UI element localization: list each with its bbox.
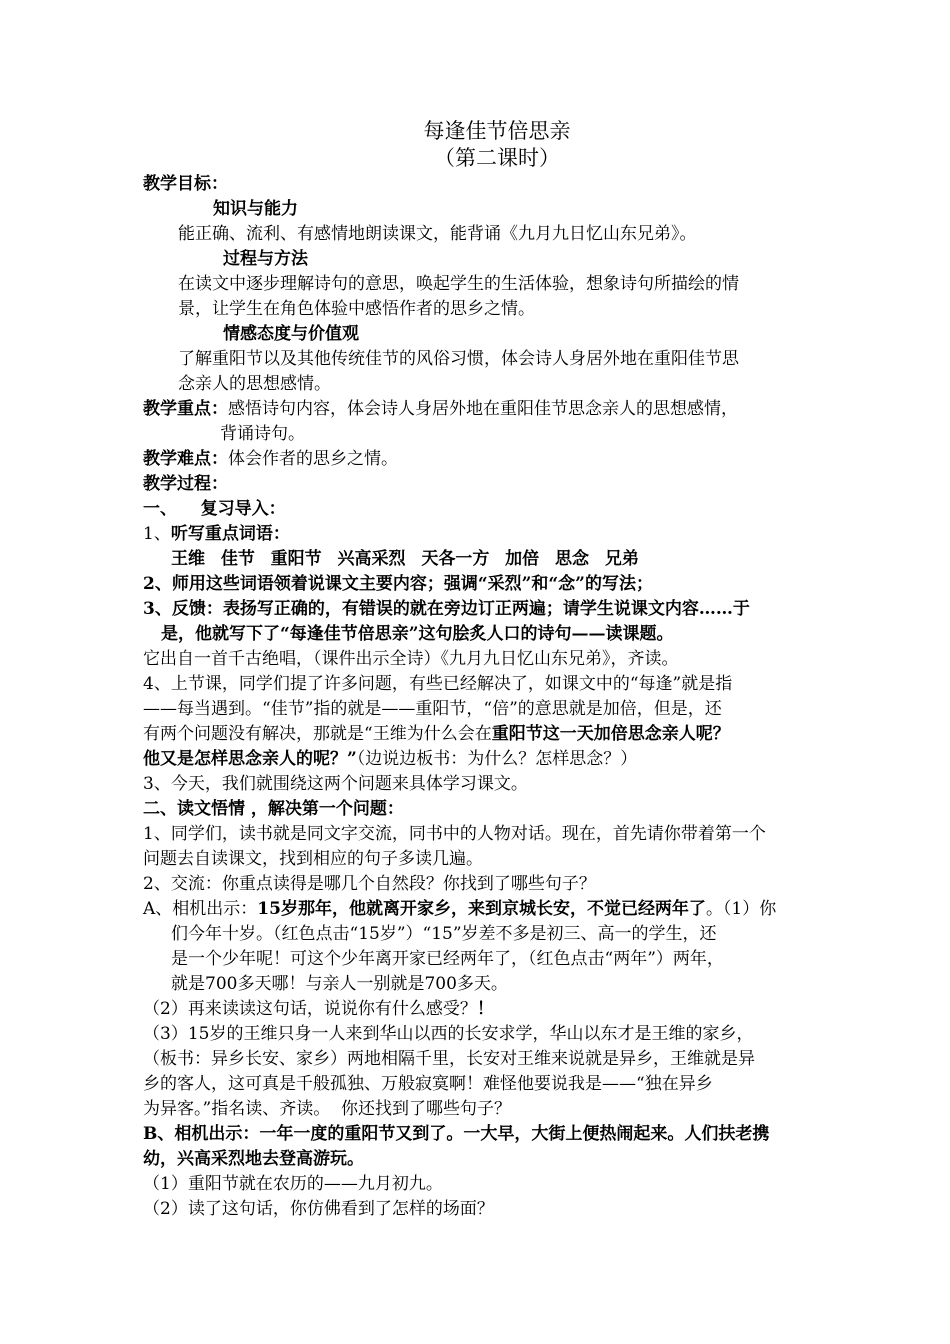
- part-a-cont: 就是700多天哪！与亲人一别就是700多天。: [171, 974, 508, 994]
- text-run-bold: 重阳节这一天加倍思念亲人呢？: [491, 724, 730, 744]
- step-text: 听写重点词语：: [170, 524, 290, 544]
- text-run: （2）再来读读这句话，说说你有什么感受？: [143, 999, 477, 1019]
- goal3-line: 念亲人的思想感情。: [178, 374, 331, 394]
- section1-heading: 一、 复习导入：: [143, 499, 286, 519]
- part-a: [143, 897, 811, 922]
- goal2-line: 在读文中逐步理解诗句的意思，唤起学生的生活体验，想象诗句所描绘的情: [178, 274, 739, 294]
- part-b-cont: 幼，兴高采烈地去登高游玩。: [143, 1149, 364, 1169]
- part-a-3-cont: （板书：异乡长安、家乡）两地相隔千里，长安对王维来说就是异乡，王维就是异: [143, 1049, 755, 1069]
- goal1-title: 知识与能力: [213, 199, 298, 219]
- step2-1: 1、同学们，读书就是同文字交流，同书中的人物对话。现在，首先请你带着第一个: [143, 824, 766, 844]
- key-points: [143, 397, 811, 422]
- difficult-points: [143, 447, 811, 472]
- part-a-3: （3）15岁的王维只身一人来到华山以西的长安求学，华山以东才是王维的家乡，: [143, 1024, 754, 1044]
- part-a-3-cont: 为异客。”指名读、齐读。 你还找到了哪些句子？: [143, 1099, 511, 1119]
- step1-2: 2、师用这些词语领着说课文主要内容；强调“采烈”和“念”的写法；: [143, 574, 653, 594]
- text-run-bold: 15岁那年，他就离开家乡，来到京城长安，不觉已经两年了: [257, 899, 706, 919]
- part-b-2: （2）读了这句话，你仿佛看到了怎样的场面？: [143, 1199, 494, 1219]
- step1-4-cont: [143, 722, 811, 747]
- part-a-2: [143, 997, 811, 1022]
- process-heading: 教学过程：: [143, 474, 228, 494]
- goals-heading: 教学目标：: [143, 174, 228, 194]
- goal3-title: 情感态度与价值观: [223, 324, 359, 344]
- step1-3-cont: 它出自一首千古绝唱，（课件出示全诗）《九月九日忆山东兄弟》，齐读。: [143, 649, 679, 669]
- goal2-line: 景，让学生在角色体验中感悟作者的思乡之情。: [178, 299, 535, 319]
- step1-4-cont: [143, 747, 811, 772]
- part-a-cont: 是一个少年呢！可这个少年离开家已经两年了，（红色点击“两年”）两年，: [171, 949, 724, 969]
- step1-3: 3、反馈：表扬写正确的，有错误的就在旁边订正两遍；请学生说课文内容……于: [143, 599, 750, 619]
- section2-heading: 二、读文悟情 ，解决第一个问题：: [143, 799, 404, 819]
- lesson-plan-page: [143, 118, 811, 1222]
- step2-1-cont: 问题去自读课文，找到相应的句子多读几遍。: [143, 849, 483, 869]
- step1-4-cont: ——每当遇到。“佳节”指的就是——重阳节，“倍”的意思就是加倍，但是，还: [143, 699, 722, 719]
- step2-2: 2、交流：你重点读得是哪几个自然段？你找到了哪些句子？: [143, 874, 596, 894]
- step-num: 1、: [143, 524, 171, 544]
- step1-1: [143, 522, 811, 547]
- step1-5: 3、今天，我们就围绕这两个问题来具体学习课文。: [143, 774, 528, 794]
- step1-4: 4、上节课，同学们提了许多问题，有些已经解决了，如课文中的“每逢”就是指: [143, 674, 733, 694]
- dictation-words: 王维 佳节 重阳节 兴高采烈 天各一方 加倍 思念 兄弟: [171, 549, 639, 569]
- step1-3-cont: 是，他就写下了“每逢佳节倍思亲”这句脍炙人口的诗句——读课题。: [161, 624, 674, 644]
- part-a-3-cont: 乡的客人，这可真是千般孤独、万般寂寞啊！难怪他要说我是——“独在异乡: [143, 1074, 713, 1094]
- part-b: B、相机出示：一年一度的重阳节又到了。一大早，大街上便热闹起来。人们扶老携: [143, 1124, 770, 1144]
- goal1-text: 能正确、流利、有感情地朗读课文，能背诵《九月九日忆山东兄弟》。: [178, 224, 697, 244]
- part-b-1: （1）重阳节就在农历的——九月初九。: [143, 1174, 443, 1194]
- key-text: 感悟诗句内容，体会诗人身居外地在重阳佳节思念亲人的思想感情，: [228, 399, 738, 419]
- text-run-bold: ！: [476, 999, 494, 1019]
- goal2-title: 过程与方法: [223, 249, 308, 269]
- text-run: A、相机出示：: [143, 899, 258, 919]
- document-subtitle: （第二课时）: [434, 146, 560, 170]
- text-run: （边说边板书：为什么？怎样思念？）: [356, 749, 638, 769]
- text-run-bold: 他又是怎样思念亲人的呢？”: [143, 749, 357, 769]
- document-title: 每逢佳节倍思亲: [423, 119, 571, 143]
- key-label: 教学重点：: [143, 399, 228, 419]
- part-a-cont: 们今年十岁。（红色点击“15岁”）“15”岁差不多是初三、高一的学生，还: [171, 924, 717, 944]
- key-text-cont: 背诵诗句。: [220, 424, 305, 444]
- text-run: 。（1）你: [705, 899, 777, 919]
- diff-text: 体会作者的思乡之情。: [228, 449, 398, 469]
- text-run: 有两个问题没有解决，那就是“王维为什么会在: [143, 724, 492, 744]
- diff-label: 教学难点：: [143, 449, 228, 469]
- goal3-line: 了解重阳节以及其他传统佳节的风俗习惯，体会诗人身居外地在重阳佳节思: [178, 349, 739, 369]
